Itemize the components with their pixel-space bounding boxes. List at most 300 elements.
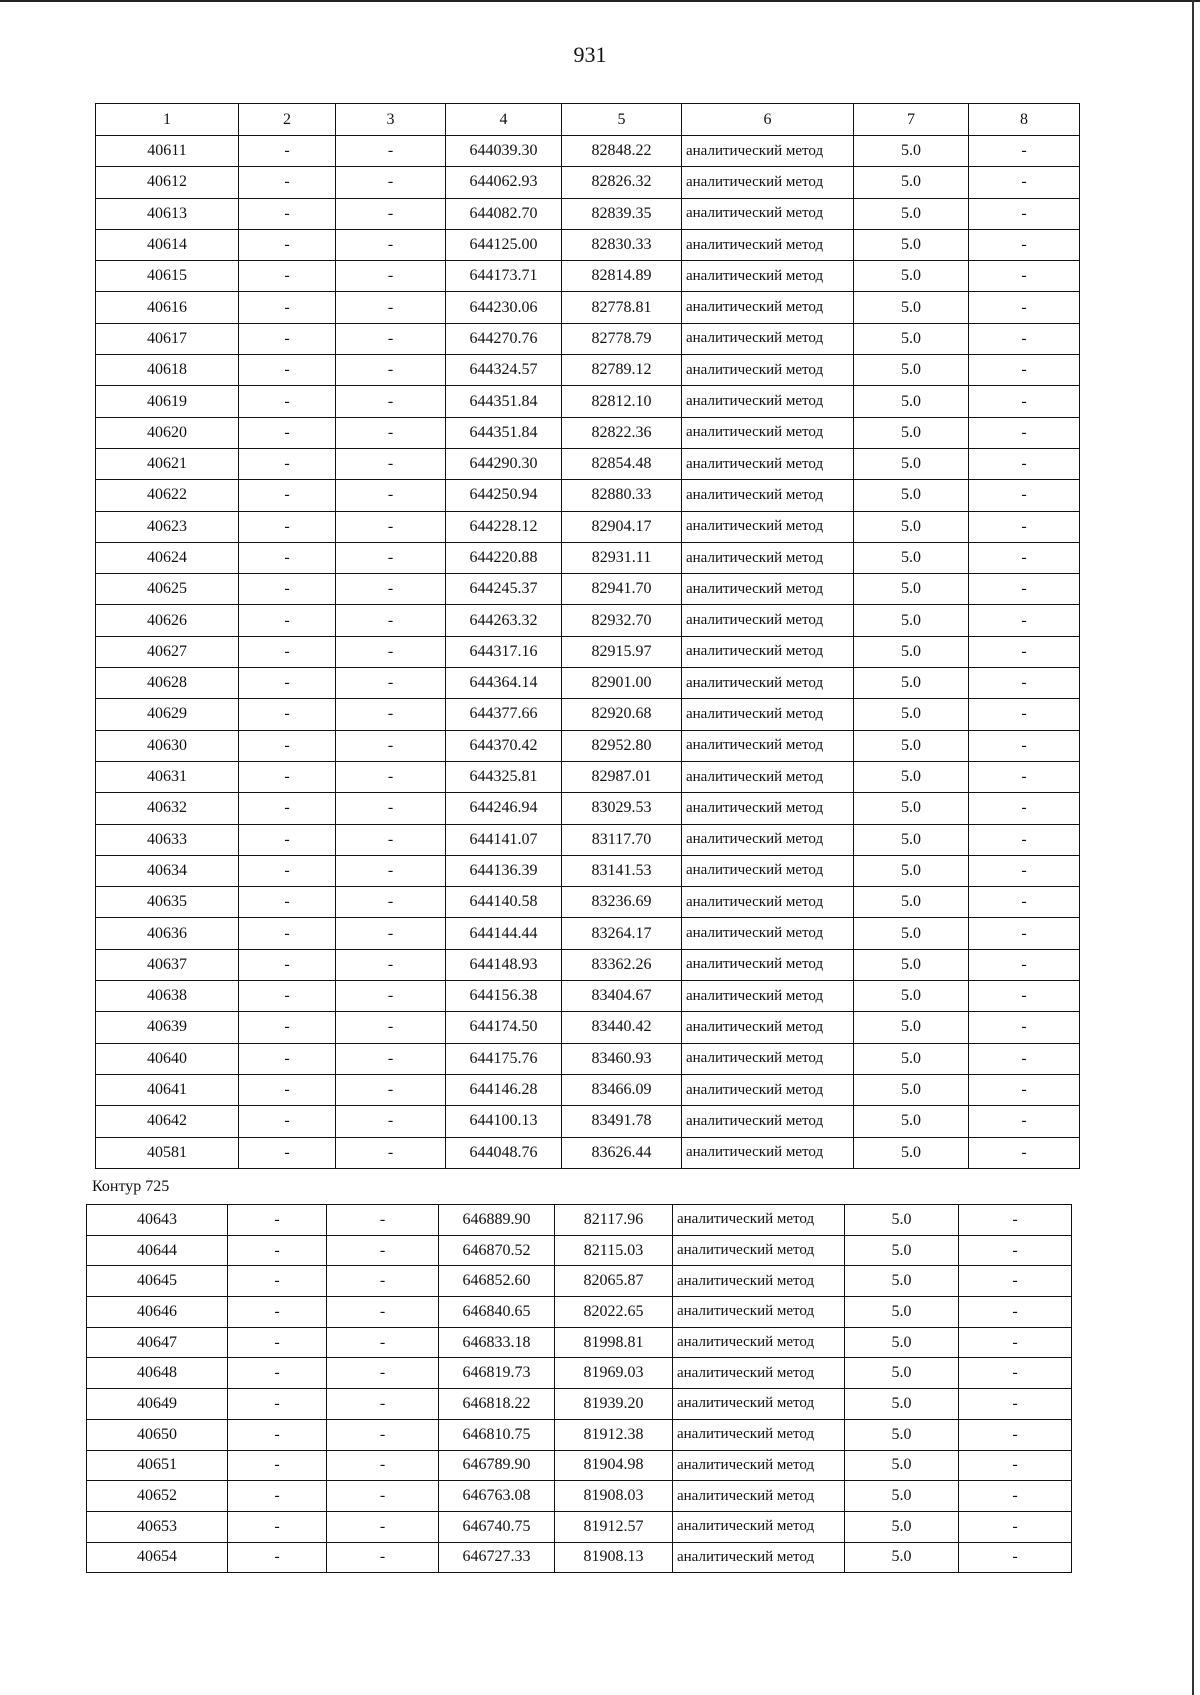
table-cell: 83117.70 xyxy=(562,824,682,855)
column-header: 3 xyxy=(336,104,446,136)
table-cell: 83460.93 xyxy=(562,1043,682,1074)
table-cell: 40623 xyxy=(96,511,239,542)
table-cell: - xyxy=(959,1297,1072,1328)
table-cell: 5.0 xyxy=(845,1511,959,1542)
table-cell: 5.0 xyxy=(854,1043,969,1074)
table-cell: аналитический метод xyxy=(682,386,854,417)
table-cell: - xyxy=(239,699,336,730)
table-cell: 40626 xyxy=(96,605,239,636)
table-row xyxy=(96,949,1080,980)
table-cell: 81939.20 xyxy=(555,1389,673,1420)
table-cell: аналитический метод xyxy=(682,542,854,573)
table-cell: 82941.70 xyxy=(562,574,682,605)
table-cell: - xyxy=(336,605,446,636)
table-cell: аналитический метод xyxy=(673,1235,845,1266)
table-row xyxy=(87,1481,1072,1512)
table-cell: аналитический метод xyxy=(673,1481,845,1512)
table-cell: аналитический метод xyxy=(682,855,854,886)
table-cell: 644062.93 xyxy=(446,167,562,198)
table-cell: 82880.33 xyxy=(562,480,682,511)
table-cell: 644156.38 xyxy=(446,981,562,1012)
table-cell: - xyxy=(239,136,336,167)
table-cell: 644325.81 xyxy=(446,761,562,792)
table-row xyxy=(87,1297,1072,1328)
table-cell: аналитический метод xyxy=(682,417,854,448)
table-cell: 644351.84 xyxy=(446,386,562,417)
table-cell: 40649 xyxy=(87,1389,228,1420)
table-cell: 40641 xyxy=(96,1074,239,1105)
table-cell: 644250.94 xyxy=(446,480,562,511)
table-cell: - xyxy=(336,417,446,448)
table-cell: 5.0 xyxy=(854,699,969,730)
table-cell: - xyxy=(228,1358,327,1389)
table-cell: 40581 xyxy=(96,1137,239,1168)
table-cell: 5.0 xyxy=(854,323,969,354)
coordinates-table xyxy=(95,103,1080,1169)
contour-label: Контур 725 xyxy=(92,1178,170,1195)
table-cell: - xyxy=(969,136,1080,167)
table-cell: 646840.65 xyxy=(439,1297,555,1328)
table-cell: 40629 xyxy=(96,699,239,730)
table-cell: 646789.90 xyxy=(439,1450,555,1481)
table-cell: - xyxy=(327,1450,439,1481)
table-cell: - xyxy=(969,1137,1080,1168)
table-cell: аналитический метод xyxy=(682,949,854,980)
table-cell: - xyxy=(327,1327,439,1358)
table-cell: 40642 xyxy=(96,1106,239,1137)
table-cell: 646889.90 xyxy=(439,1205,555,1236)
table-cell: - xyxy=(327,1235,439,1266)
table-cell: аналитический метод xyxy=(682,761,854,792)
table-cell: 40654 xyxy=(87,1542,228,1573)
table-cell: - xyxy=(327,1419,439,1450)
table-cell: - xyxy=(239,605,336,636)
table-cell: 40628 xyxy=(96,668,239,699)
table-row xyxy=(96,574,1080,605)
table-cell: 81998.81 xyxy=(555,1327,673,1358)
table-cell: - xyxy=(336,699,446,730)
table-cell: 5.0 xyxy=(854,1074,969,1105)
table-cell: 5.0 xyxy=(854,511,969,542)
table-cell: - xyxy=(239,887,336,918)
table-cell: 5.0 xyxy=(845,1297,959,1328)
table-cell: - xyxy=(969,699,1080,730)
table-cell: - xyxy=(336,542,446,573)
table-cell: 82987.01 xyxy=(562,761,682,792)
table-cell: 81969.03 xyxy=(555,1358,673,1389)
table-cell: 5.0 xyxy=(854,574,969,605)
table-cell: 5.0 xyxy=(845,1358,959,1389)
table-cell: - xyxy=(239,1106,336,1137)
table-cell: 40645 xyxy=(87,1266,228,1297)
table-cell: 646810.75 xyxy=(439,1419,555,1450)
table-cell: 40611 xyxy=(96,136,239,167)
table-row xyxy=(96,417,1080,448)
table-cell: 644100.13 xyxy=(446,1106,562,1137)
table-cell: аналитический метод xyxy=(682,480,854,511)
table-cell: - xyxy=(969,1074,1080,1105)
table-cell: 81912.38 xyxy=(555,1419,673,1450)
table-cell: 40619 xyxy=(96,386,239,417)
table-row xyxy=(96,1106,1080,1137)
table-cell: - xyxy=(228,1481,327,1512)
table-cell: аналитический метод xyxy=(673,1511,845,1542)
table-cell: аналитический метод xyxy=(673,1205,845,1236)
column-header: 5 xyxy=(562,104,682,136)
table-cell: 644230.06 xyxy=(446,292,562,323)
table-cell: 5.0 xyxy=(854,981,969,1012)
table-cell: 40625 xyxy=(96,574,239,605)
table-cell: 40632 xyxy=(96,793,239,824)
table-cell: 40622 xyxy=(96,480,239,511)
table-cell: 5.0 xyxy=(854,136,969,167)
table-cell: 82932.70 xyxy=(562,605,682,636)
table-cell: 82789.12 xyxy=(562,355,682,386)
table-cell: - xyxy=(959,1235,1072,1266)
table-cell: 5.0 xyxy=(854,292,969,323)
table-cell: 5.0 xyxy=(845,1389,959,1420)
table-cell: - xyxy=(969,448,1080,479)
table-cell: 644220.88 xyxy=(446,542,562,573)
table-cell: 83440.42 xyxy=(562,1012,682,1043)
table-cell: 82830.33 xyxy=(562,229,682,260)
table-cell: аналитический метод xyxy=(682,887,854,918)
table-cell: 5.0 xyxy=(854,949,969,980)
table-cell: 644246.94 xyxy=(446,793,562,824)
table-cell: - xyxy=(239,292,336,323)
table-cell: 644324.57 xyxy=(446,355,562,386)
table-row xyxy=(87,1358,1072,1389)
table-cell: аналитический метод xyxy=(682,918,854,949)
table-cell: 40621 xyxy=(96,448,239,479)
table-cell: - xyxy=(239,229,336,260)
table-row xyxy=(96,981,1080,1012)
table-cell: - xyxy=(336,636,446,667)
table-cell: 40647 xyxy=(87,1327,228,1358)
table-cell: 644351.84 xyxy=(446,417,562,448)
table-cell: 40635 xyxy=(96,887,239,918)
table-cell: - xyxy=(239,981,336,1012)
table-cell: 40631 xyxy=(96,761,239,792)
table-cell: - xyxy=(239,949,336,980)
table-cell: - xyxy=(969,730,1080,761)
table-cell: - xyxy=(336,511,446,542)
table-cell: 646819.73 xyxy=(439,1358,555,1389)
table-cell: аналитический метод xyxy=(682,636,854,667)
table-cell: 40618 xyxy=(96,355,239,386)
table-cell: - xyxy=(959,1266,1072,1297)
table-cell: 40616 xyxy=(96,292,239,323)
column-header: 1 xyxy=(96,104,239,136)
table-cell: 5.0 xyxy=(854,636,969,667)
table-row xyxy=(87,1266,1072,1297)
table-cell: 82901.00 xyxy=(562,668,682,699)
table-cell: 5.0 xyxy=(854,668,969,699)
table-cell: - xyxy=(228,1419,327,1450)
table-cell: - xyxy=(969,542,1080,573)
table-cell: - xyxy=(336,761,446,792)
table-cell: аналитический метод xyxy=(682,292,854,323)
table-cell: - xyxy=(239,918,336,949)
table-cell: - xyxy=(327,1358,439,1389)
table-cell: аналитический метод xyxy=(682,981,854,1012)
table-cell: аналитический метод xyxy=(682,824,854,855)
table-cell: - xyxy=(969,1043,1080,1074)
table-row xyxy=(96,542,1080,573)
table-cell: 5.0 xyxy=(854,167,969,198)
table-cell: аналитический метод xyxy=(673,1419,845,1450)
table-cell: 5.0 xyxy=(845,1419,959,1450)
table-cell: 82931.11 xyxy=(562,542,682,573)
table-cell: 5.0 xyxy=(854,918,969,949)
coordinates-table-body xyxy=(96,104,1080,1169)
table-cell: - xyxy=(969,855,1080,886)
table-cell: аналитический метод xyxy=(682,323,854,354)
table-cell: 82065.87 xyxy=(555,1266,673,1297)
table-cell: 40651 xyxy=(87,1450,228,1481)
table-cell: - xyxy=(969,1012,1080,1043)
table-cell: 40640 xyxy=(96,1043,239,1074)
table-cell: 82022.65 xyxy=(555,1297,673,1328)
table-cell: 5.0 xyxy=(854,355,969,386)
table-cell: - xyxy=(336,949,446,980)
table-cell: 40613 xyxy=(96,198,239,229)
table-cell: - xyxy=(336,981,446,1012)
table-cell: - xyxy=(969,918,1080,949)
table-cell: - xyxy=(239,1012,336,1043)
table-cell: 82814.89 xyxy=(562,261,682,292)
table-cell: - xyxy=(959,1327,1072,1358)
table-cell: 40630 xyxy=(96,730,239,761)
table-cell: 40627 xyxy=(96,636,239,667)
table-row xyxy=(96,386,1080,417)
table-cell: 644048.76 xyxy=(446,1137,562,1168)
table-cell: 40643 xyxy=(87,1205,228,1236)
table-cell: 40637 xyxy=(96,949,239,980)
table-cell: - xyxy=(327,1266,439,1297)
table-cell: 82115.03 xyxy=(555,1235,673,1266)
table-cell: 644141.07 xyxy=(446,824,562,855)
table-cell: - xyxy=(336,574,446,605)
table-cell: 646740.75 xyxy=(439,1511,555,1542)
table-cell: - xyxy=(336,386,446,417)
table-cell: - xyxy=(239,668,336,699)
table-cell: 646727.33 xyxy=(439,1542,555,1573)
table-cell: 5.0 xyxy=(854,386,969,417)
column-header: 4 xyxy=(446,104,562,136)
table-cell: 40624 xyxy=(96,542,239,573)
table-cell: 40620 xyxy=(96,417,239,448)
table-cell: - xyxy=(239,386,336,417)
column-header: 2 xyxy=(239,104,336,136)
table-cell: - xyxy=(336,1043,446,1074)
table-cell: 5.0 xyxy=(845,1450,959,1481)
table-cell: 81904.98 xyxy=(555,1450,673,1481)
table-cell: 5.0 xyxy=(854,605,969,636)
table-cell: аналитический метод xyxy=(682,668,854,699)
table-cell: 83626.44 xyxy=(562,1137,682,1168)
table-cell: 81908.03 xyxy=(555,1481,673,1512)
table-cell: - xyxy=(239,261,336,292)
table-cell: - xyxy=(228,1450,327,1481)
table-cell: аналитический метод xyxy=(682,699,854,730)
table-cell: 82952.80 xyxy=(562,730,682,761)
table-cell: 644039.30 xyxy=(446,136,562,167)
table-cell: - xyxy=(959,1481,1072,1512)
table-cell: аналитический метод xyxy=(682,198,854,229)
table-row xyxy=(96,605,1080,636)
table-row xyxy=(87,1327,1072,1358)
table-cell: - xyxy=(959,1419,1072,1450)
table-cell: - xyxy=(969,167,1080,198)
table-cell: 83264.17 xyxy=(562,918,682,949)
table-cell: - xyxy=(336,1137,446,1168)
table-row xyxy=(87,1511,1072,1542)
table-cell: - xyxy=(239,1043,336,1074)
table-cell: 83029.53 xyxy=(562,793,682,824)
table-cell: - xyxy=(336,229,446,260)
table-cell: 82920.68 xyxy=(562,699,682,730)
table-row xyxy=(96,198,1080,229)
table-cell: 644263.32 xyxy=(446,605,562,636)
table-cell: - xyxy=(336,448,446,479)
table-cell: аналитический метод xyxy=(673,1358,845,1389)
table-cell: аналитический метод xyxy=(682,448,854,479)
table-row xyxy=(96,136,1080,167)
table-cell: аналитический метод xyxy=(682,167,854,198)
table-cell: - xyxy=(239,511,336,542)
table-cell: 5.0 xyxy=(854,480,969,511)
table-cell: 82822.36 xyxy=(562,417,682,448)
table-cell: 5.0 xyxy=(854,793,969,824)
table-cell: 5.0 xyxy=(854,855,969,886)
table-cell: 644290.30 xyxy=(446,448,562,479)
table-cell: 644364.14 xyxy=(446,668,562,699)
table-cell: аналитический метод xyxy=(682,1137,854,1168)
table-cell: - xyxy=(959,1511,1072,1542)
table-cell: 5.0 xyxy=(854,542,969,573)
table-row xyxy=(96,355,1080,386)
table-cell: 82778.81 xyxy=(562,292,682,323)
table-cell: - xyxy=(959,1358,1072,1389)
table-cell: - xyxy=(327,1542,439,1573)
table-cell: 82904.17 xyxy=(562,511,682,542)
table-cell: - xyxy=(327,1205,439,1236)
table-cell: - xyxy=(969,636,1080,667)
table-cell: - xyxy=(959,1450,1072,1481)
column-header: 8 xyxy=(969,104,1080,136)
table-cell: - xyxy=(228,1235,327,1266)
table-cell: 40646 xyxy=(87,1297,228,1328)
contour-table xyxy=(86,1204,1072,1573)
table-cell: - xyxy=(969,793,1080,824)
table-cell: 40634 xyxy=(96,855,239,886)
table-row xyxy=(87,1419,1072,1450)
table-cell: 82812.10 xyxy=(562,386,682,417)
table-cell: 40644 xyxy=(87,1235,228,1266)
table-row xyxy=(96,636,1080,667)
column-header: 7 xyxy=(854,104,969,136)
table-cell: - xyxy=(969,417,1080,448)
table-cell: 40639 xyxy=(96,1012,239,1043)
table-cell: аналитический метод xyxy=(682,1043,854,1074)
table-row xyxy=(87,1235,1072,1266)
table-cell: 5.0 xyxy=(845,1266,959,1297)
table-cell: - xyxy=(239,417,336,448)
table-cell: 644125.00 xyxy=(446,229,562,260)
table-cell: - xyxy=(239,574,336,605)
table-cell: 83141.53 xyxy=(562,855,682,886)
table-cell: аналитический метод xyxy=(682,511,854,542)
table-cell: 5.0 xyxy=(854,229,969,260)
scan-edge-top xyxy=(0,0,1200,2)
table-cell: - xyxy=(239,542,336,573)
table-cell: аналитический метод xyxy=(682,574,854,605)
table-cell: 5.0 xyxy=(845,1327,959,1358)
header-row xyxy=(96,104,1080,136)
table-row xyxy=(96,511,1080,542)
table-cell: 644377.66 xyxy=(446,699,562,730)
table-row xyxy=(96,1137,1080,1168)
table-cell: аналитический метод xyxy=(682,793,854,824)
table-cell: 81912.57 xyxy=(555,1511,673,1542)
table-cell: 644228.12 xyxy=(446,511,562,542)
table-cell: - xyxy=(336,1106,446,1137)
table-cell: - xyxy=(336,167,446,198)
table-row xyxy=(87,1389,1072,1420)
table-cell: - xyxy=(969,981,1080,1012)
table-cell: 5.0 xyxy=(854,261,969,292)
table-cell: аналитический метод xyxy=(673,1327,845,1358)
table-cell: - xyxy=(969,261,1080,292)
table-cell: - xyxy=(228,1205,327,1236)
table-cell: - xyxy=(336,136,446,167)
table-cell: 644370.42 xyxy=(446,730,562,761)
table-cell: 40652 xyxy=(87,1481,228,1512)
table-cell: 5.0 xyxy=(854,824,969,855)
table-cell: 644174.50 xyxy=(446,1012,562,1043)
table-cell: аналитический метод xyxy=(682,229,854,260)
table-row xyxy=(96,261,1080,292)
table-cell: 5.0 xyxy=(854,730,969,761)
table-cell: - xyxy=(969,323,1080,354)
table-cell: - xyxy=(336,887,446,918)
table-row xyxy=(87,1205,1072,1236)
table-cell: - xyxy=(969,824,1080,855)
table-cell: 83236.69 xyxy=(562,887,682,918)
table-cell: - xyxy=(969,386,1080,417)
table-cell: 82848.22 xyxy=(562,136,682,167)
table-cell: - xyxy=(239,636,336,667)
table-cell: - xyxy=(336,480,446,511)
table-cell: аналитический метод xyxy=(682,136,854,167)
table-row xyxy=(87,1542,1072,1573)
table-cell: 5.0 xyxy=(854,448,969,479)
table-cell: - xyxy=(239,480,336,511)
table-cell: 5.0 xyxy=(854,1012,969,1043)
table-cell: 40636 xyxy=(96,918,239,949)
table-cell: - xyxy=(969,887,1080,918)
table-cell: 40650 xyxy=(87,1419,228,1450)
table-cell: - xyxy=(228,1297,327,1328)
table-cell: аналитический метод xyxy=(682,1106,854,1137)
table-cell: - xyxy=(969,1106,1080,1137)
table-cell: - xyxy=(228,1266,327,1297)
table-cell: - xyxy=(327,1481,439,1512)
table-cell: аналитический метод xyxy=(673,1450,845,1481)
table-cell: 644245.37 xyxy=(446,574,562,605)
table-cell: 5.0 xyxy=(854,1137,969,1168)
